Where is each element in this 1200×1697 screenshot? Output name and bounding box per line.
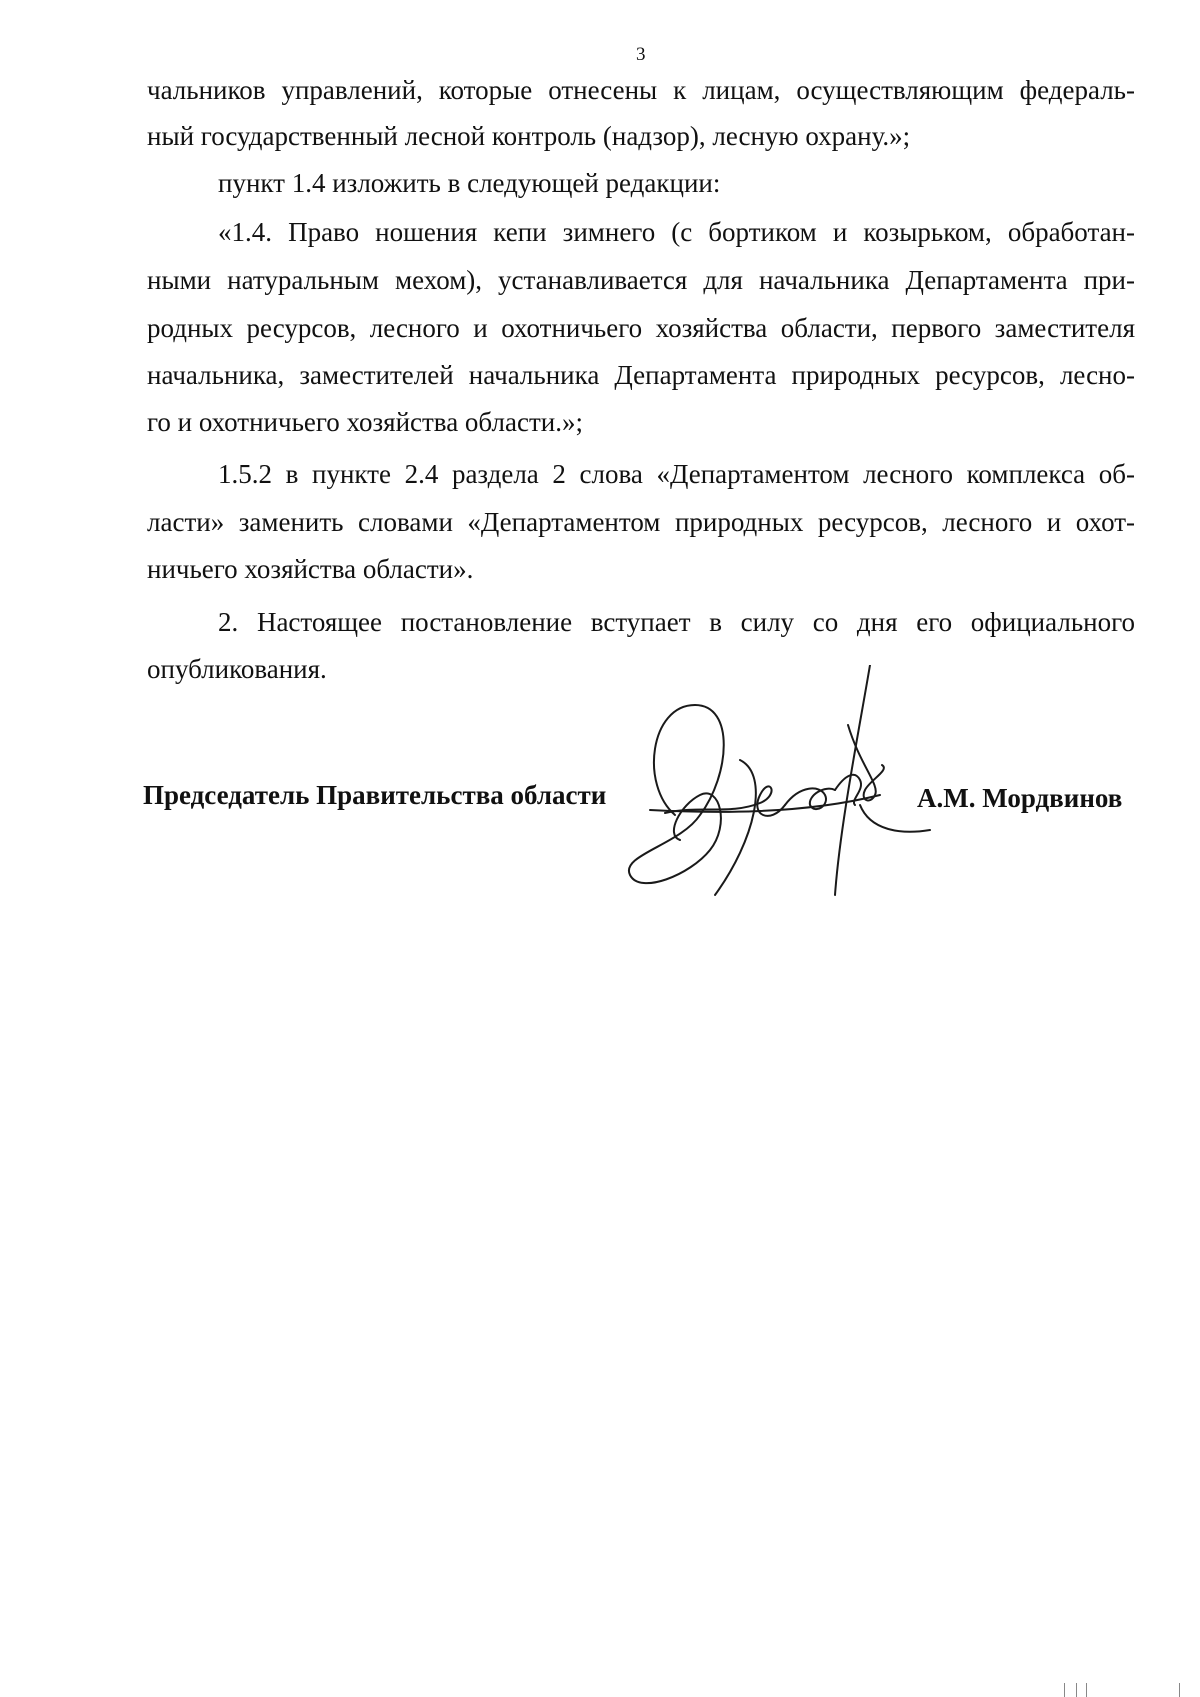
- scan-artifact: [1086, 1683, 1087, 1697]
- paragraph-1-line-2: ный государственный лесной контроль (надзор), лесную охрану.»;: [147, 121, 911, 151]
- paragraph-3-line-2: ными натуральным мехом), устанавливается для начальника Департамента при-: [147, 265, 1135, 295]
- scan-artifact: [1076, 1683, 1077, 1697]
- paragraph-4-line-3: ничьего хозяйства области».: [147, 554, 474, 584]
- paragraph-3-line-5: го и охотничьего хозяйства области.»;: [147, 407, 583, 437]
- paragraph-5-line-2: опубликования.: [147, 654, 327, 684]
- signatory-name: А.М. Мордвинов: [917, 783, 1123, 813]
- paragraph-5-line-1: 2. Настоящее постановление вступает в силу со дня его официального: [218, 607, 1135, 637]
- paragraph-4-line-2: ласти» заменить словами «Департаментом природных ресурсов, лесного и охот-: [147, 507, 1135, 537]
- page-number: 3: [636, 44, 646, 65]
- paragraph-3-line-1: «1.4. Право ношения кепи зимнего (с бортиком и козырьком, обработан-: [218, 217, 1135, 247]
- scan-artifact: [1064, 1683, 1065, 1697]
- scan-artifact: [1179, 1683, 1180, 1697]
- signatory-title: Председатель Правительства области: [143, 780, 607, 810]
- paragraph-1-line-1: чальников управлений, которые отнесены к лицам, осуществляющим федераль-: [147, 75, 1135, 105]
- paragraph-3-line-4: начальника, заместителей начальника Департамента природных ресурсов, лесно-: [147, 360, 1135, 390]
- handwritten-signature: [620, 665, 940, 925]
- paragraph-3-line-3: родных ресурсов, лесного и охотничьего хозяйства области, первого заместителя: [147, 313, 1135, 343]
- paragraph-4-line-1: 1.5.2 в пункте 2.4 раздела 2 слова «Департаментом лесного комплекса об-: [218, 459, 1135, 489]
- paragraph-2-line-1: пункт 1.4 изложить в следующей редакции:: [218, 168, 721, 198]
